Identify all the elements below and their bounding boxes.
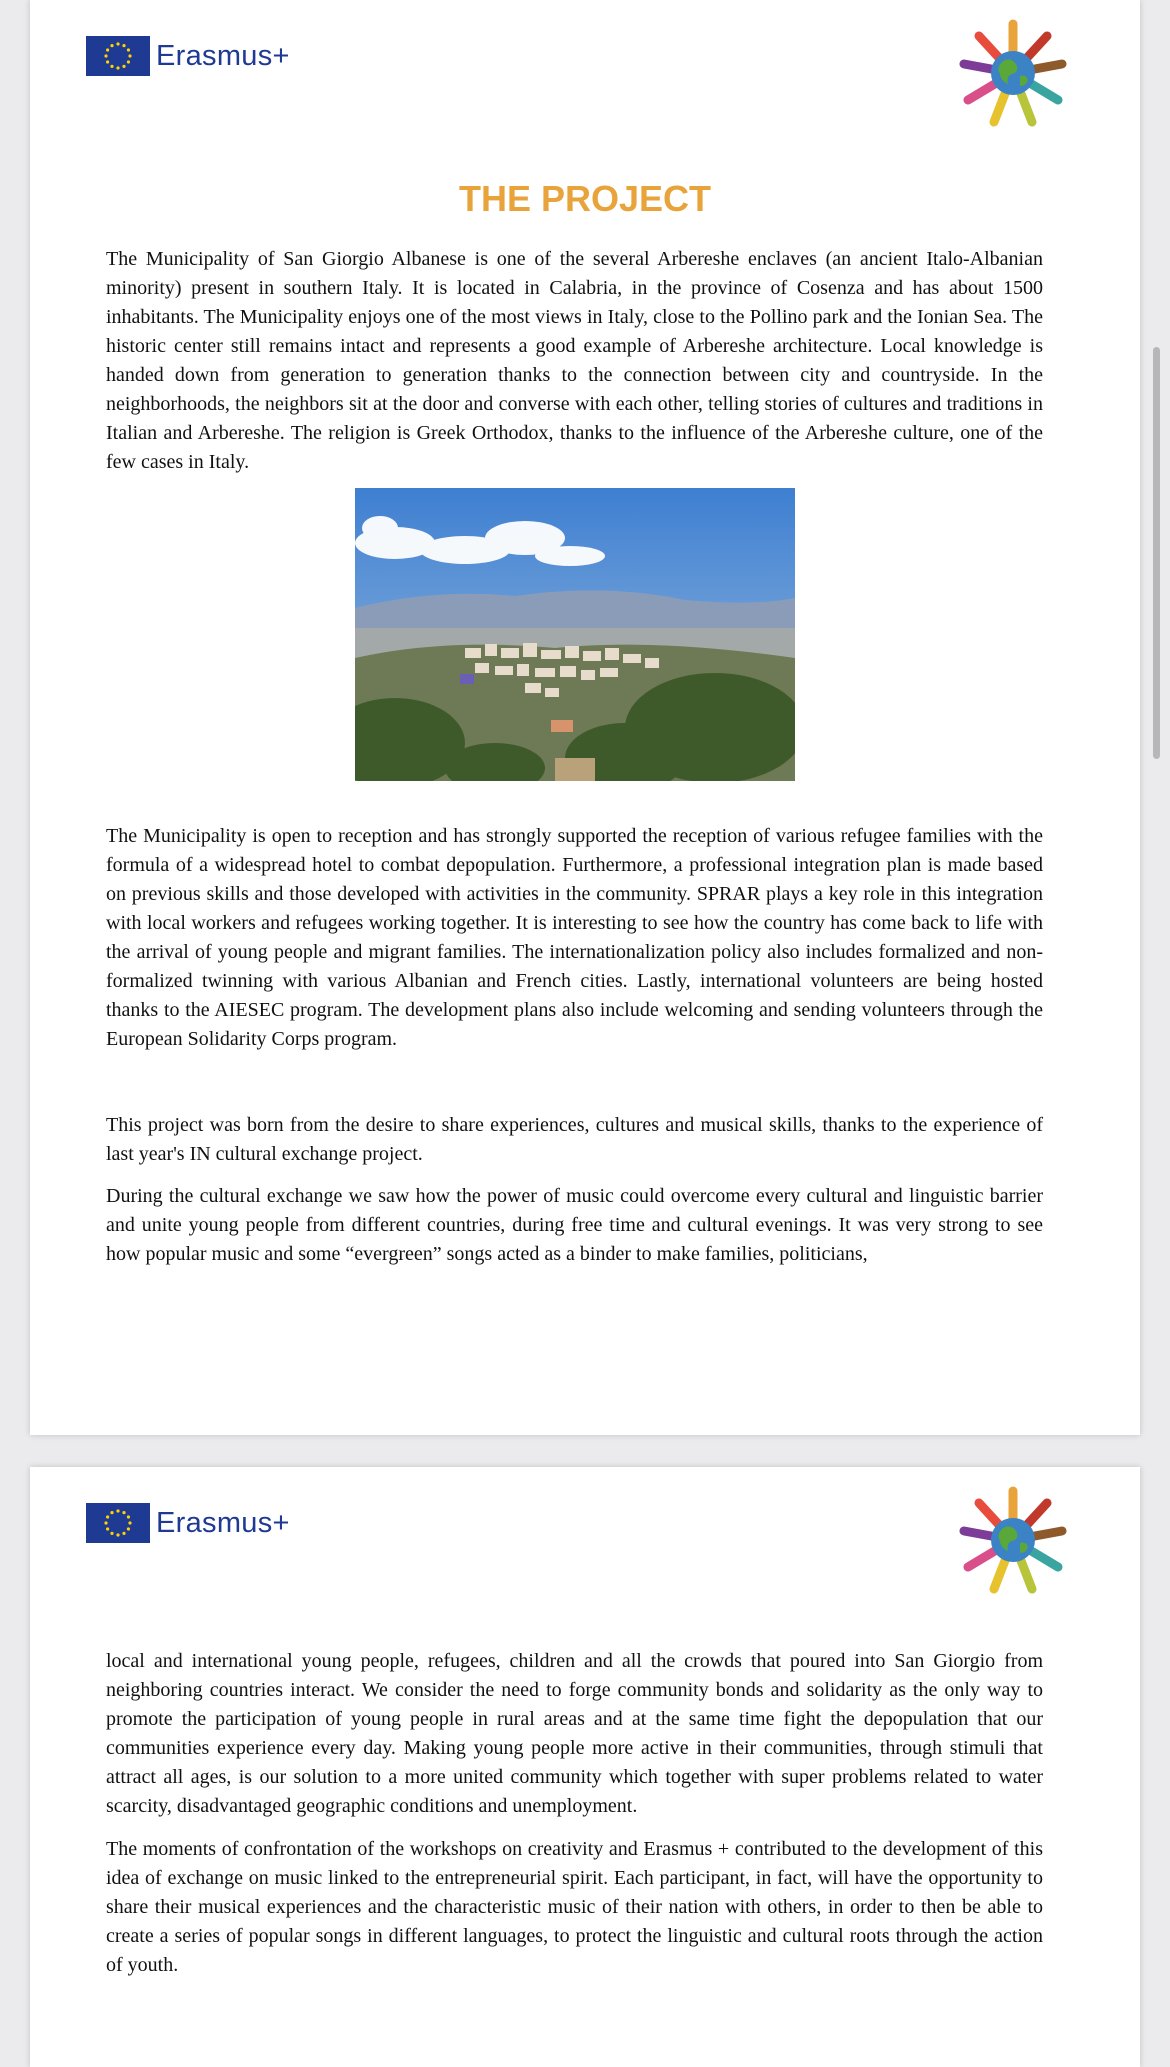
erasmus-logo: [86, 36, 290, 76]
hands-globe-icon: [954, 1481, 1072, 1599]
erasmus-label: Erasmus+: [156, 39, 290, 72]
erasmus-label: Erasmus+: [156, 1506, 290, 1539]
paragraph-cultural-exchange: During the cultural exchange we saw how the power of music could overcome every cultural and linguistic barrier and unite young people from different countries, during free time and cultural evenings. It was very strong to see how popular music and some “evergreen” songs acted as a binder to make families, politicians,: [106, 1185, 1043, 1265]
paragraph-workshops: The moments of confrontation of the workshops on creativity and Erasmus + contributed to the development of this idea of exchange on music linked to the entrepreneurial spirit. Each participant, in fact, will have the opportunity to share their musical experiences and the characteristic music of their nation with others, in order to then be able to create a series of popular songs in different languages, to protect the linguistic and cultural roots through the action of youth.: [106, 1838, 1043, 1976]
eu-flag-icon: [86, 36, 150, 76]
document-page-2: [30, 1467, 1140, 2067]
vertical-scrollbar[interactable]: [1153, 347, 1160, 759]
erasmus-logo: [86, 1503, 290, 1543]
page-title: THE PROJECT: [458, 178, 712, 219]
document-page-1: [30, 0, 1140, 1435]
paragraph-reception: The Municipality is open to reception and has strongly supported the reception of various refugee families with the formula of a widespread hotel to combat depopulation. Furthermore, a professional integration plan is made based on previous skills and those developed with activities in the community. SPRAR plays a key role in this integration with local workers and refugees working together. It is interesting to see how the country has come back to life with the arrival of young people and migrant families. The internationalization policy also includes formalized and non-formalized twinning with various Albanian and French cities. Lastly, international volunteers are being hosted thanks to the AIESEC program. The development plans also include welcoming and sending volunteers through the European Solidarity Corps program.: [106, 825, 1043, 1050]
paragraph-project-origin: This project was born from the desire to share experiences, cultures and musical skills, thanks to the experience of last year's IN cultural exchange project.: [106, 1114, 1043, 1165]
paragraph-municipality: The Municipality of San Giorgio Albanese is one of the several Arbereshe enclaves (an ancient Italo-Albanian minority) present in southern Italy. It is located in Calabria, in the province of Cosenza and has about 1500 inhabitants. The Municipality enjoys one of the most views in Italy, close to the Pollino park and the Ionian Sea. The historic center still remains intact and represents a good example of Arbereshe architecture. Local knowledge is handed down from generation to generation thanks to the connection between city and countryside. In the neighborhoods, the neighbors sit at the door and converse with each other, telling stories of cultures and traditions in Italian and Arbereshe. The religion is Greek Orthodox, thanks to the influence of the Arbereshe culture, one of the few cases in Italy.: [106, 248, 1043, 473]
hands-globe-icon: [954, 14, 1072, 132]
eu-flag-icon: [86, 1503, 150, 1543]
paragraph-community-bonds: local and international young people, refugees, children and all the crowds that poured into San Giorgio from neighboring countries interact. We consider the need to forge community bonds and solidarity as the only way to promote the participation of young people in rural areas and at the same time fight the depopulation that our communities experience every day. Making young people more active in their communities, through stimuli that attract all ages, is our solution to a more united community which together with super problems related to water scarcity, disadvantaged geographic conditions and unemployment.: [106, 1650, 1043, 1817]
village-photo: [355, 488, 795, 781]
